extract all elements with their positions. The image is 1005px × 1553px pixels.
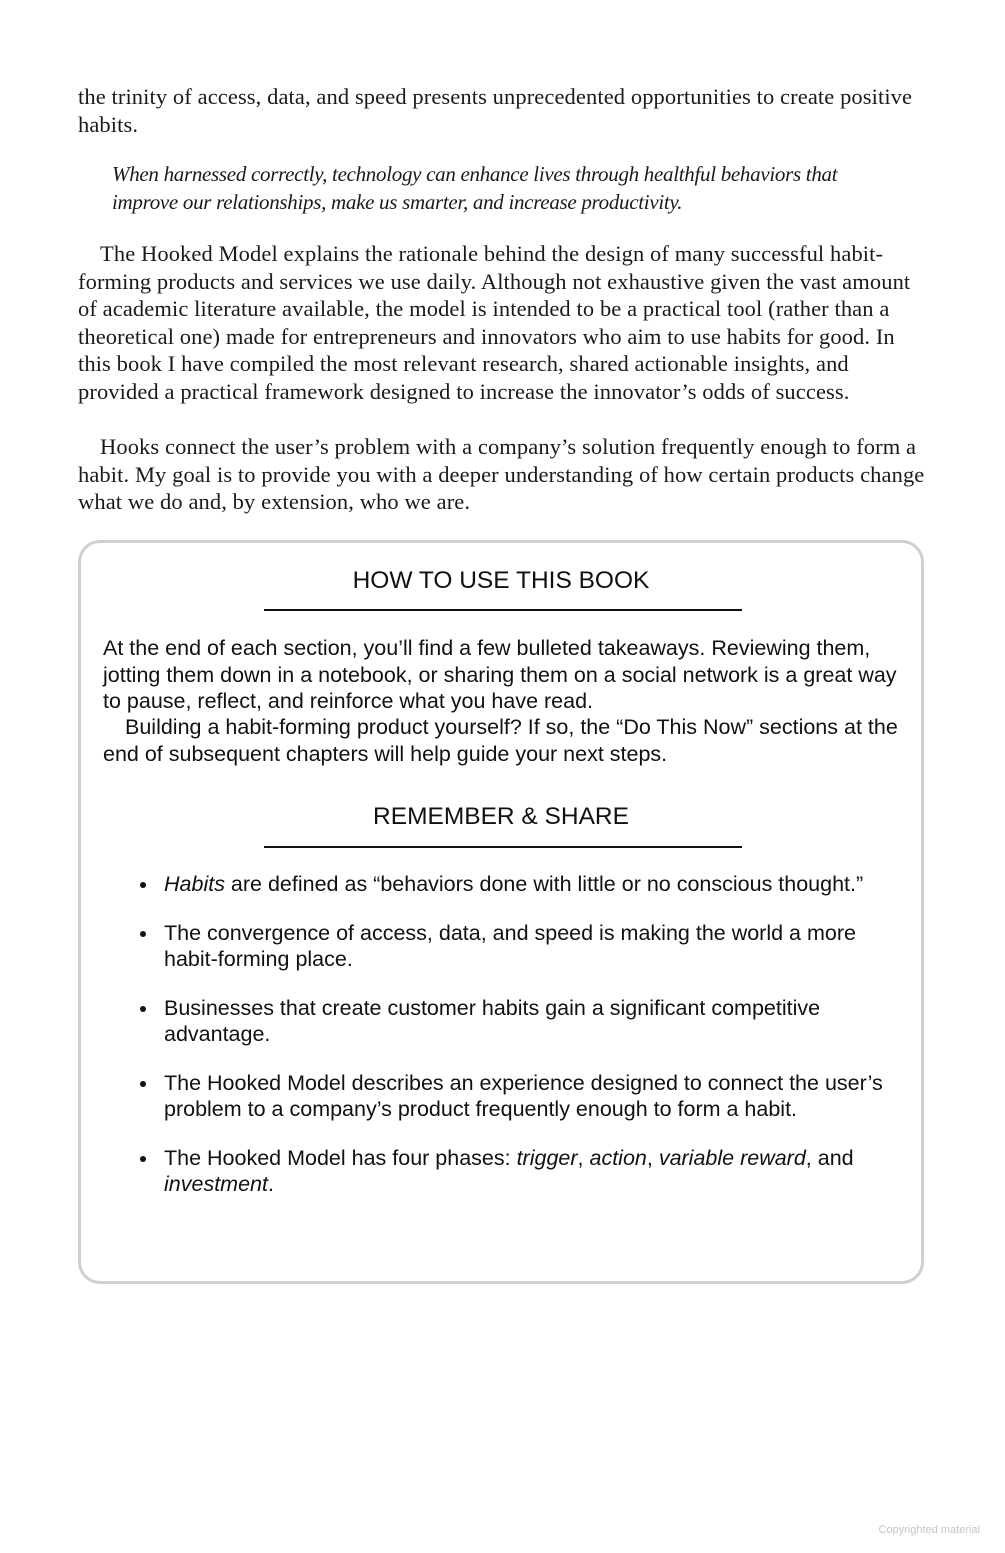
takeaway-text: The convergence of access, data, and speed is making the world a more habit-forming place. (164, 921, 856, 971)
body-paragraph-hooked-model: The Hooked Model explains the rationale behind the design of many successful habit-forming products and services we use daily. Although not exhaustive given the vast amount of academic literature available, the model is intended to be a practical tool (rather than a theoretical one) made for entrepreneurs and innovators who aim to use habits for good. In this book I have compiled the most relevant research, shared actionable insights, and provided a practical framework designed to increase the innovator’s odds of success. (78, 241, 911, 404)
how-to-use-sidebar-box (78, 540, 924, 1284)
takeaway-item (136, 871, 896, 897)
takeaway-text: Habits (164, 872, 225, 896)
copyright-watermark: Copyrighted material (878, 1524, 980, 1536)
takeaway-item (136, 1145, 896, 1197)
heading-divider (264, 846, 742, 848)
pull-quote: When harnessed correctly, technology can enhance lives through healthful behaviors that improve our relationships, make us smarter, and increase productivity. (112, 162, 838, 214)
takeaway-text: are defined as “behaviors done with little or no conscious thought.” (224, 872, 864, 896)
takeaway-text: . (267, 1172, 274, 1196)
takeaway-text: trigger (516, 1146, 578, 1170)
opening-paragraph: the trinity of access, data, and speed presents unprecedented opportunities to create positive habits. (78, 84, 913, 137)
takeaway-item (136, 995, 896, 1047)
takeaway-text: investment (164, 1172, 268, 1196)
takeaway-item (136, 1070, 896, 1122)
remember-share-heading: REMEMBER & SHARE (373, 803, 629, 830)
bullet-icon (140, 1081, 146, 1087)
heading-divider (264, 609, 742, 611)
takeaway-text: action (589, 1146, 647, 1170)
takeaway-text: The Hooked Model has four phases: (164, 1146, 517, 1170)
takeaway-item (136, 920, 896, 972)
takeaways-list (136, 871, 896, 1220)
takeaway-text: , (646, 1146, 659, 1170)
takeaway-text: The Hooked Model describes an experience designed to connect the user’s problem to a company’s product frequently enough to form a habit. (164, 1071, 883, 1121)
bullet-icon (140, 1006, 146, 1012)
takeaway-text: Businesses that create customer habits gain a significant competitive advantage. (164, 996, 821, 1046)
how-to-use-heading: HOW TO USE THIS BOOK (352, 567, 650, 594)
do-this-now-paragraph: Building a habit-forming product yourself? If so, the “Do This Now” sections at the end of subsequent chapters will help guide your next steps. (103, 715, 898, 766)
takeaway-text: , (577, 1146, 590, 1170)
bullet-icon (140, 931, 146, 937)
bullet-icon (140, 1156, 146, 1162)
body-paragraph-hooks: Hooks connect the user’s problem with a company’s solution frequently enough to form a habit. My goal is to provide you with a deeper understanding of how certain products change what we do and, by extension, who we are. (78, 434, 925, 514)
takeaway-text: , and (805, 1146, 854, 1170)
takeaway-text: variable reward (658, 1146, 806, 1170)
bullet-icon (140, 882, 146, 888)
how-to-use-paragraph: At the end of each section, you’ll find a few bulleted takeaways. Reviewing them, jotting them down in a notebook, or sharing them on a social network is a great way to pause, reflect, and reinforce what you have read. (103, 636, 897, 713)
